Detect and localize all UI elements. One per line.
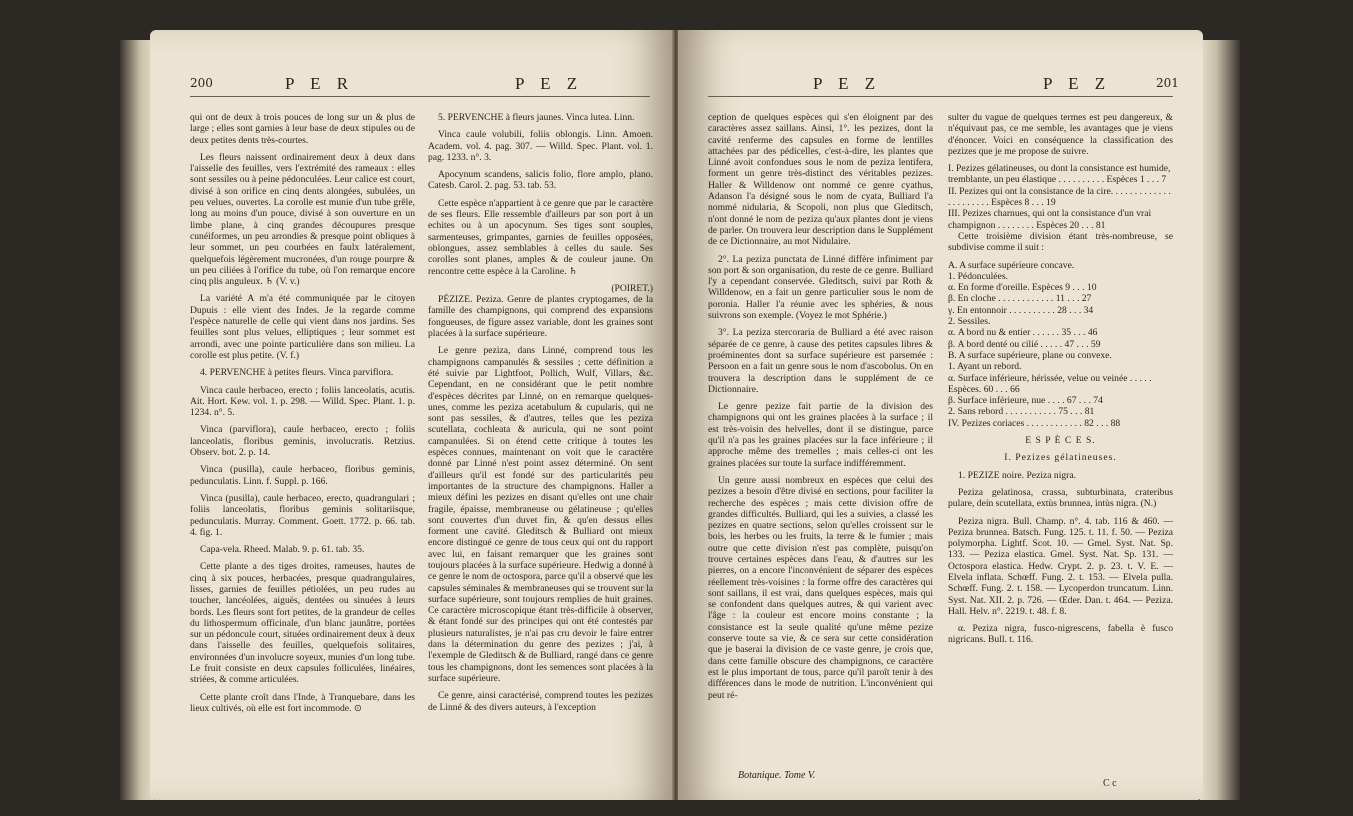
paragraph: Ce genre, ainsi caractérisé, comprend toutes les pezizes de Linné & des divers auteurs, à l'exception (428, 690, 653, 713)
paragraph: (POIRET.) (611, 282, 653, 294)
paragraph: PÉZIZE. Peziza. Genre de plantes cryptogames, de la famille des champignons, qui comprend des expansions fongueuses, de figure assez variable, dont les graines sont placées à la surface supérieure. (428, 294, 653, 340)
left-page-edges (120, 40, 154, 800)
left-head-left: P E R (285, 74, 355, 93)
right-page-number: 201 (1156, 76, 1179, 90)
paragraph: 1. PEZIZE noire. Peziza nigra. (958, 469, 1077, 481)
paragraph: III. Pezizes charnues, qui ont la consistance d'un vrai champignon . . . . . . . . Espèces 20 . . . 81 (948, 208, 1152, 231)
left-running-head (150, 74, 675, 96)
paragraph: γ. En entonnoir . . . . . . . . . . 28 . . . 34 (948, 304, 1094, 316)
footer-signature: Botanique. Tome V. (738, 770, 816, 781)
paragraph: I. Pezizes gélatineuses, ou dont la consistance est humide, tremblante, un peu élastique . . . . . . . . . . Espèces 1 . . . 7 (948, 163, 1171, 186)
catchword: C c (1103, 778, 1117, 789)
right-column-2 (948, 112, 1173, 652)
paragraph: Vinca (pusilla), caule herbaceo, erecto, quadrangulari ; foliis lanceolatis, floribus geminis solitariisque, pedunculatis. Murray. Comment. Goett. 1772. p. 66. tab. 4. fig. 1. (190, 492, 415, 538)
left-page (150, 30, 675, 800)
right-head-rule (708, 96, 1173, 97)
paragraph: IV. Pezizes coriaces . . . . . . . . . . . . 82 . . . 88 (948, 417, 1121, 429)
paragraph: qui ont de deux à trois pouces de long sur un & plus de large ; elles sont garnies à leur base de deux stipules ou de deux petites dents très-courtes. (190, 112, 415, 146)
right-page (678, 30, 1203, 800)
paragraph: 2. Sessiles. (948, 316, 991, 328)
right-head-left: P E Z (813, 74, 882, 93)
paragraph: β. Surface inférieure, nue . . . . 67 . . . 74 (948, 395, 1103, 407)
paragraph: II. Pezizes qui ont la consistance de la cire. . . . . . . . . . . . . . . . . . . . . . Espèces 8 . . . 19 (948, 185, 1171, 209)
paragraph: β. A bord denté ou cilié . . . . . 47 . . . 59 (948, 338, 1101, 350)
paragraph: Cette plante croît dans l'Inde, à Tranquebare, dans les lieux cultivés, où elle est fort incommode. ⊙ (190, 691, 415, 714)
right-running-head (678, 74, 1203, 96)
paragraph: La variété A m'a été communiquée par le citoyen Dupuis : elle vient des Indes. Je la regarde comme l'espèce naturelle de celle qui vient dans nos jardins. Ses feuilles sont plus velues, elliptiques ; leur sommet est arrondi, avec une pointe particulière dans son milieu. La corolle est plus petite. (V. f.) (190, 293, 415, 361)
left-head-right: P E Z (515, 74, 584, 93)
section-heading: E S P È C E S. (1025, 435, 1096, 447)
paragraph: 3°. La peziza stercoraria de Bulliard a été avec raison séparée de ce genre, à cause des petites capsules libres & proéminentes dont sa surface supérieure est parsemée : Persoon en a fait un genre sous le nom d'ascobolus. On en trouvera la description dans le supplément de ce Dictionnaire. (708, 327, 933, 395)
paragraph: 4. PERVENCHE à petites fleurs. Vinca parviflora. (200, 367, 394, 379)
paragraph: Peziza gelatinosa, crassa, subturbinata, crateribus pulare, deín scutellata, extùs brunnea, intùs nigra. (N.) (948, 486, 1173, 510)
left-column-1 (190, 112, 415, 720)
paragraph: ception de quelques espèces qui s'en éloignent par des caractères assez saillans. Ainsi, 1°. les pezizes, dont la cavité renferme des capsules en forme de lentilles attachées par des pédicelles, c'est-à-dire, les plantes que Linné avoit confondues sous le nom de peziza lentifera, forment un genre très-distinct des véritables pezizes. Haller & Willdenow ont nommé ce genre cyathus, Adanson l'a désigné sous le nom de cyata, Bulliard l'a nommé nidularia, & Scopoli, non plus que Gleditsch, n'ont donné le nom de peziza qu'aux plantes dont je viens de parler. On trouvera leur description dans le Supplément de ce Dictionnaire, au mot Nidulaire. (708, 112, 933, 248)
paragraph: Vinca caule volubili, foliis oblongis. Linn. Amoen. Academ. vol. 4. pag. 307. — Willd. Spec. Plant. vol. 1. pag. 1233. n°. 3. (428, 129, 653, 163)
paragraph: 1. Ayant un rebord. (948, 361, 1022, 373)
paragraph: Peziza nigra. Bull. Champ. n°. 4. tab. 116 & 460. — Peziza brunnea. Batsch. Fung. 125. t. 11. f. 50. — Peziza polymorpha. Lightf. Scot. 10. — Gmel. Syst. Nat. Sp. 133. — Peziza elastica. Gmel. Syst. Nat. Sp. 131. — Octospora elastica. Hedw. Crypt. 2. p. 23. t. V. E. — Elvela inflata. Schœff. Fung. 2. t. 153. — Elvela pulla. Schœff. Fung. 2. t. 158. — Lycoperdon truncatum. Linn. Syst. Nat. XII. 2. p. 726. — Œder. Dan. t. 464. — Peziza. Hall. Helv. n°. 2219. t. 48. f. 8. (948, 515, 1173, 617)
paragraph: 5. PERVENCHE à fleurs jaunes. Vinca lutea. Linn. (438, 112, 635, 123)
paragraph: Les fleurs naissent ordinairement deux à deux dans l'aisselle des feuilles, vers l'extrémité des rameaux : elles sont sessiles ou à peine pédonculées. Leur calice est court, divisé à son orifice en cinq dents alongées, subulées, un peu velues, ouvertes. La corolle est munie d'un tube grêle, long au moins d'un pouce, divisé à son ouverture en un limbe plane, à cinq grandes découpures presque cunéiformes, un peu arrondies & presque point obliques à leur sommet, un peu courbées en faulx latéralement, quelquefois légèrement mucronées, d'un rouge pourpre & un peu ciliées à l'orifice du tube, où l'on remarque encore cinq plis anguleux. ♄ (V. v.) (190, 151, 415, 288)
paragraph: Le genre peziza, dans Linné, comprend tous les champignons campanulés & sessiles ; cette définition a été suivie par Lightfoot, Pollich, Wulf, Villars, &c. Cependant, en ne considérant que le petit nombre d'espèces décrites par Linné, on en remarque quelques-unes, comme les peziza acetabulum & cupularis, qui ne sont pas sessiles, & d'autres, telles que les peziza scutellata, cochleata & auricula, qui ne sont point campanulées. Si on étend cette critique à toutes les espèces connues, maintenant on voit que le caractère donné par Linné n'est point assez déterminé. On sent d'ailleurs qu'il est fondé sur des particularités peu importantes de la structure des champignons. Haller a mieux défini les pezizes en disant qu'elles ont une chair fragile, épaisse, membraneuse ou gélatineuse ; qu'elles sont couvertes d'un duvet fin, & qu'en dessus elles forment une cavité. Gleditsch & Bulliard ont mieux encore distingué ce genre de tous ceux qui ont du rapport avec lui, en faisant remarquer que les graines sont toujours placées à la surface supérieure. Hedwig a donné à ce genre le nom de octospora, parce qu'il a observé que les capsules séminales & membraneuses qui se trouvent sur la surface supérieure, sont toujours remplies de huit graines. Ce caractère microscopique étant très-difficile à observer, & étant fondé sur des principes qui ont été contestés par plusieurs naturalistes, je n'ai pas cru devoir le faire entrer dans la détermination du genre des pezizes ; j'ai, à l'exemple de Gleditsch & de Bulliard, rangé dans ce genre tous les champignons, dont les semences sont placées à la surface supérieure. (428, 345, 653, 684)
paragraph: 2. Sans rebord . . . . . . . . . . . 75 . . . 81 (948, 406, 1095, 418)
paragraph: α. Surface inférieure, hérissée, velue ou veinée . . . . . Espèces. 60 . . . 66 (948, 372, 1152, 395)
paragraph: Capa-vela. Rheed. Malab. 9. p. 61. tab. 35. (200, 544, 365, 556)
right-column-1 (708, 112, 933, 767)
paragraph: Vinca (parviflora), caule herbaceo, erecto ; foliis lanceolatis, floribus geminis, involucratis. Retzius. Observ. bot. 2. p. 14. (190, 424, 415, 459)
section-heading: I. Pezizes gélatineuses. (1004, 452, 1117, 464)
paragraph: α. Peziza nigra, fusco-nigrescens, fabella è fusco nigricans. Bull. t. 116. (948, 623, 1173, 646)
paragraph: A. A surface supérieure concave. (948, 259, 1075, 271)
paragraph: 1. Pédonculées. (948, 270, 1008, 282)
right-page-edges (1200, 40, 1240, 800)
paragraph: sulter du vague de quelques termes est peu dangereux, & n'équivaut pas, ce me semble, les avantages que je viens d'énoncer. Voici en conséquence la classification des pezizes que je me propose de suivre. (948, 112, 1173, 157)
left-column-2 (428, 112, 653, 719)
paragraph: α. A bord nu & entier . . . . . . 35 . . . 46 (948, 327, 1098, 339)
paragraph: Cette troisième division étant très-nombreuse, se subdivise comme il suit : (948, 230, 1173, 254)
paragraph: Vinca (pusilla), caule herbaceo, floribus geminis, pedunculatis. Linn. f. Suppl. p. 166. (190, 464, 415, 487)
right-head-right: P E Z (1043, 74, 1112, 93)
paragraph: Un genre aussi nombreux en espèces que celui des pezizes a besoin d'être divisé en sections, pour faciliter la recherche des espèces ; mais cette division offre de grandes difficultés. Bulliard, qui les a suivies, a classé les pezizes en quatre sections, selon qu'elles croissent sur le bois, les herbes ou les fruits, la terre & le fumier ; mais outre que cette division n'est pas complète, puisqu'on trouve certaines espèces dans l'eau, & d'autres sur les pierres, on a encore l'inconvénient de séparer des espèces réellement très-voisines : la forme offre des caractères qui sont saillans, il est vrai, dans quelques espèces, mais qui se confondent dans quelques autres, & qui varient avec l'âge : la couleur est encore moins constante ; la consistance est la seule qualité qu'une même pezize conserve toute sa vie, & ce sera sur cette considération que je baserai la division de ce vaste genre, je crois que, dans cette famille obscure des champignons, ce caractère est le plus important de tous, parce qu'il paroît tenir à des différences dans le mode de nutrition. L'inconvénient qui peut ré- (708, 474, 933, 701)
paragraph: β. En cloche . . . . . . . . . . . . 11 . . . 27 (948, 293, 1092, 305)
paragraph: Cette espèce n'appartient à ce genre que par le caractère de ses fleurs. Elle ressemble d'ailleurs par son port à un echites ou à un apocynum. Ses tiges sont souples, sarmenteuses, grimpantes, garnies de feuilles opposées, oblongues, assez semblables à celles du saule. Ses corolles sont planes, amples & de couleur jaune. On rencontre cette espèce à la Caroline. ♄ (428, 197, 653, 277)
paragraph: Cette plante a des tiges droites, rameuses, hautes de cinq à six pouces, herbacées, presque quadrangulaires, lisses, garnies de feuilles pétiolées, un peu rudes au toucher, lancéolées, aiguës, dentées ou sinuées à leurs bords. Les fleurs sont fort petites, de la grandeur de celles du lithospermum officinale, d'un blanc jaunâtre, portées sur un pédoncule court, situées ordinairement deux à deux dans l'aisselle des feuilles, quelquefois solitaires, environnées d'un involucre soyeux, munies d'un long tube. Le fruit consiste en deux capsules folliculées, linéaires, striées, & comme articulées. (190, 561, 415, 686)
paragraph: 2°. La peziza punctata de Linné diffère infiniment par son port & son organisation, du reste de ce genre. Bulliard l'y a cependant conservée. Gleditsch, suivi par Roth & Willdenow, en a fait un genre particulier sous le nom de poronia. Haller l'a réunie avec les sphéries, & nous suivrons son exemple. (Voyez le mot Sphérie.) (708, 253, 933, 322)
paragraph: Le genre pezize fait partie de la division des champignons qui ont les graines placées à la surface ; il est très-voisin des helvelles, dont il se distingue, parce qu'il n'a pas les graines placées sur la face inférieure ; il approche même des tremelles ; mais celles-ci ont les graines placées sur toute la surface indifféremment. (708, 401, 933, 469)
left-head-rule (190, 96, 650, 97)
paragraph: Vinca caule herbaceo, erecto ; foliis lanceolatis, acutis. Ait. Hort. Kew. vol. 1. p. 298. — Willd. Spec. Plant. 1. p. 1234. n°. 5. (190, 384, 415, 419)
paragraph: α. En forme d'oreille. Espèces 9 . . . 10 (948, 282, 1097, 294)
paragraph: Apocynum scandens, salicis folio, flore amplo, plano. Catesb. Carol. 2. pag. 53. tab. 53. (428, 169, 653, 192)
paragraph: B. A surface supérieure, plane ou convexe. (948, 349, 1112, 361)
left-page-number: 200 (190, 76, 213, 90)
